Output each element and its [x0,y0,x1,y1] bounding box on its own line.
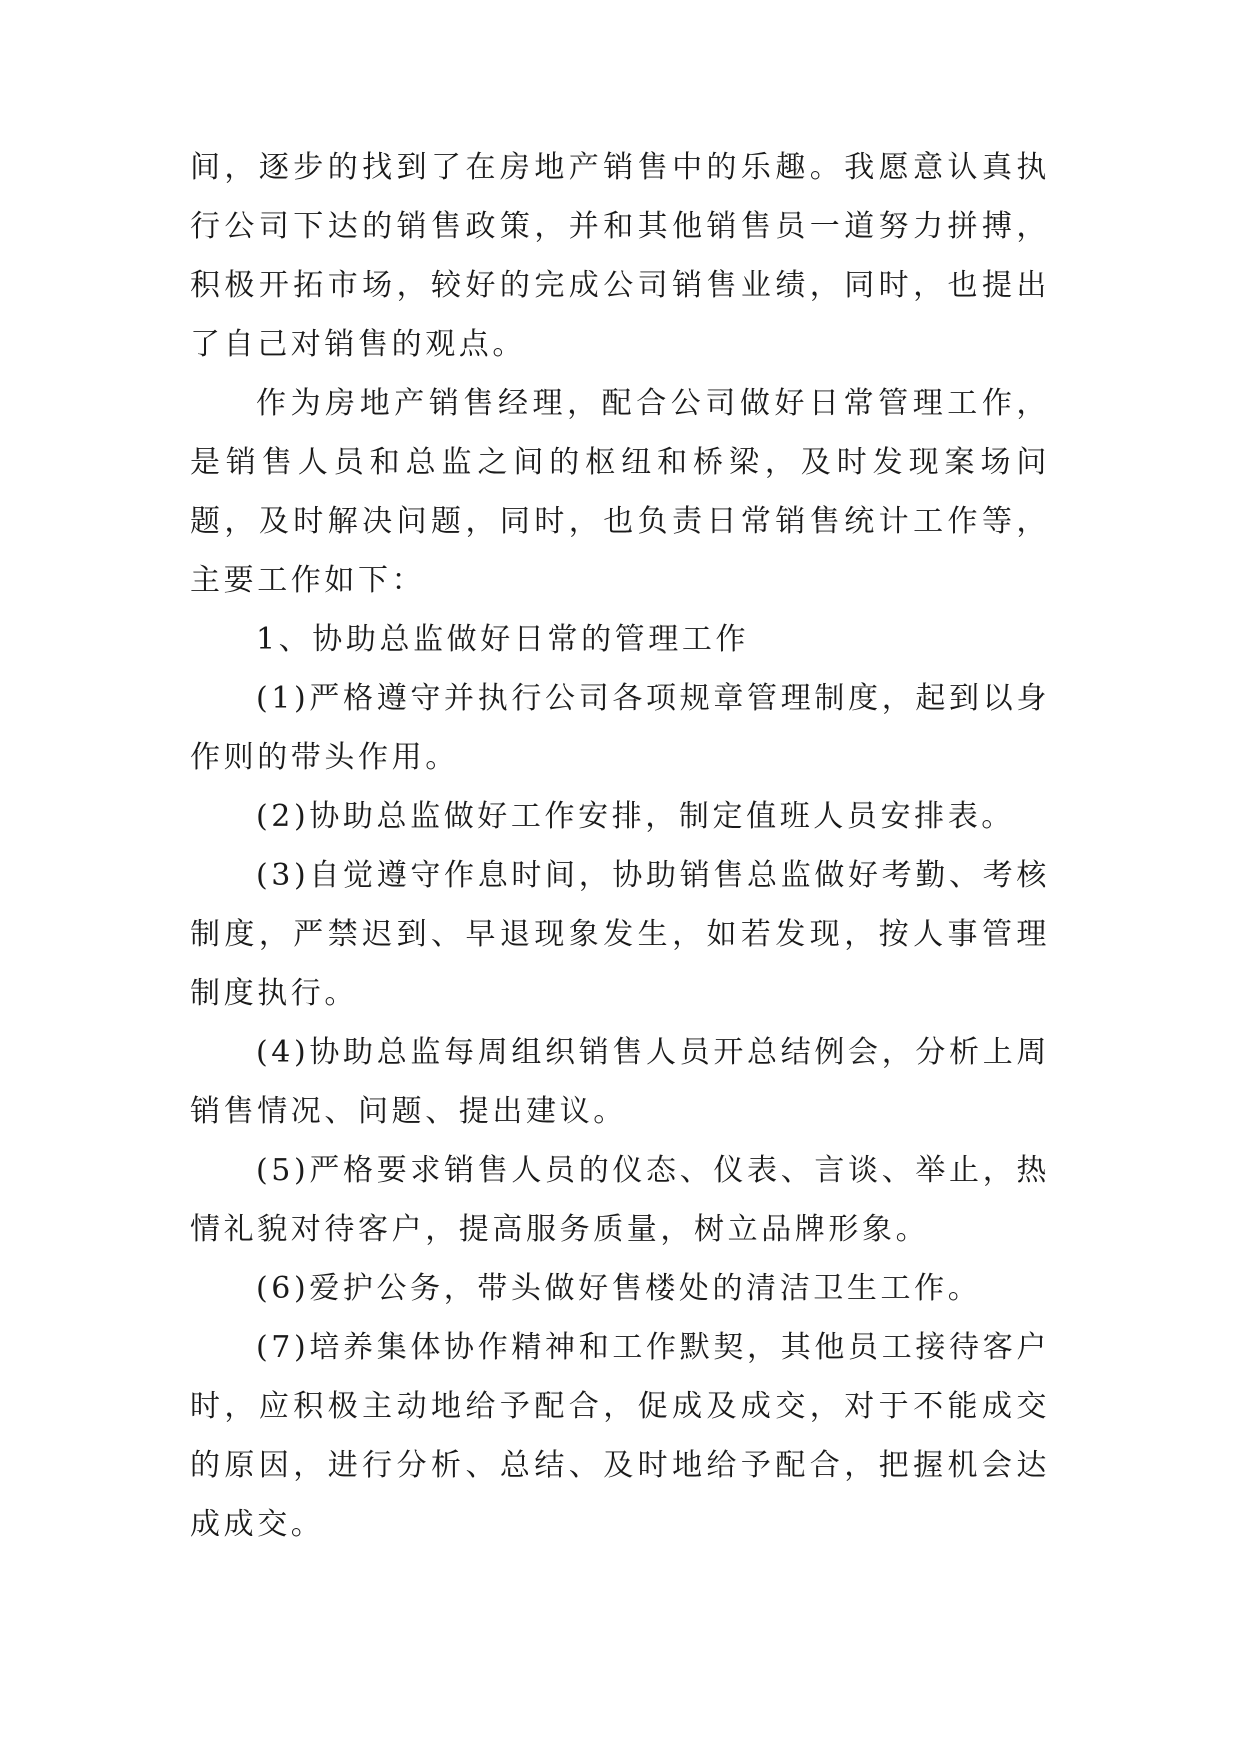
list-item-2: (2)协助总监做好工作安排，制定值班人员安排表。 [256,799,1015,834]
list-item-3: (3)自觉遵守作息时间，协助销售总监做好考勤、考核制度，严禁迟到、早退现象发生，如若发现，按人事管理制度执行。 [190,858,1050,1011]
list-item-5: (5)严格要求销售人员的仪态、仪表、言谈、举止，热情礼貌对待客户，提高服务质量，树立品牌形象。 [190,1153,1050,1247]
list-item-6: (6)爱护公务，带头做好售楼处的清洁卫生工作。 [256,1271,982,1306]
section-heading-1: 1、协助总监做好日常的管理工作 [256,622,750,657]
list-item-1: (1)严格遵守并执行公司各项规章管理制度，起到以身作则的带头作用。 [190,681,1050,775]
list-item-4: (4)协助总监每周组织销售人员开总结例会，分析上周销售情况、问题、提出建议。 [190,1035,1050,1129]
paragraph-role-description: 作为房地产销售经理，配合公司做好日常管理工作，是销售人员和总监之间的枢纽和桥梁，及时发现案场问题，及时解决问题，同时，也负责日常销售统计工作等，主要工作如下： [190,386,1050,598]
document-body [190,138,1050,1554]
paragraph-continuation: 间，逐步的找到了在房地产销售中的乐趣。我愿意认真执行公司下达的销售政策，并和其他销售员一道努力拼搏，积极开拓市场，较好的完成公司销售业绩，同时，也提出了自己对销售的观点。 [190,150,1050,362]
list-item-7: (7)培养集体协作精神和工作默契，其他员工接待客户时，应积极主动地给予配合，促成及成交，对于不能成交的原因，进行分析、总结、及时地给予配合，把握机会达成成交。 [190,1330,1050,1542]
